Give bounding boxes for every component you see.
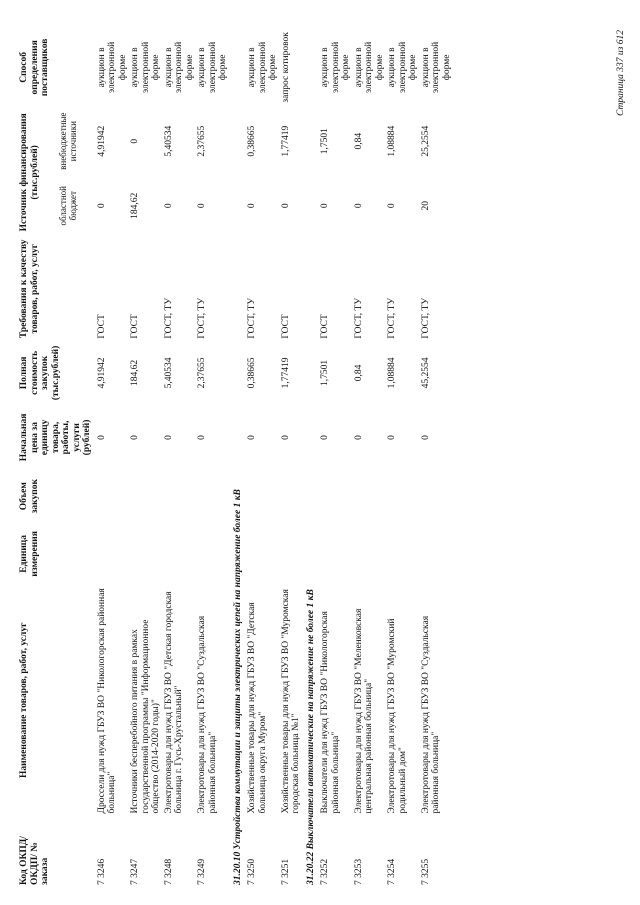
- row-volume: [319, 470, 353, 523]
- row-name: Электротовары для нужд ГБУЗ ВО "Муромский родильный дом": [387, 618, 408, 814]
- row-code: 7 3248: [163, 858, 174, 885]
- row-method: аукцион в электронной форме: [197, 41, 228, 93]
- row-method: аукцион в электронной форме: [247, 41, 278, 93]
- row-req: ГОСТ, ТУ: [387, 297, 397, 339]
- row-unit: [246, 523, 280, 585]
- row-volume: [163, 470, 197, 523]
- header-code: Код ОКПД/ ОКДП/ № заказа: [19, 836, 50, 885]
- row-total: 0,38665: [247, 357, 257, 389]
- row-req: ГОСТ, ТУ: [197, 297, 207, 339]
- header-unit: Единица измерения: [19, 531, 40, 577]
- row-unit: [96, 523, 130, 585]
- row-unit: [196, 523, 230, 585]
- header-regional: областной бюджет: [57, 186, 79, 226]
- row-price: 0: [320, 435, 330, 440]
- table-row: [129, 27, 163, 887]
- row-extra: 1,77419: [280, 125, 291, 157]
- row-price: 0: [130, 435, 140, 440]
- row-code: 7 3249: [197, 858, 207, 885]
- row-volume: [420, 470, 454, 523]
- row-unit: [319, 523, 353, 585]
- row-method: аукцион в электронной форме: [96, 41, 128, 93]
- row-price: 0: [96, 435, 107, 440]
- row-name: Электротовары для нужд ГБУЗ ВО "Меленковская центральная районная больница": [353, 608, 374, 814]
- header-extrabudget: внебюджетные источники: [57, 112, 79, 170]
- table-row: [196, 27, 230, 887]
- row-req: ГОСТ, ТУ: [420, 297, 431, 339]
- row-req: ГОСТ: [96, 314, 107, 339]
- row-regional: 0: [280, 203, 291, 209]
- table-row: [246, 27, 280, 887]
- row-unit: [386, 523, 420, 585]
- row-total: 1,08884: [387, 357, 397, 389]
- row-extra: 1,7501: [320, 128, 330, 155]
- row-extra: 0: [130, 138, 140, 144]
- row-total: 5,40534: [163, 357, 174, 389]
- row-volume: [386, 470, 420, 523]
- header-name: Наименование товаров, работ, услуг: [19, 622, 29, 778]
- row-price: 0: [163, 435, 174, 440]
- row-extra: 2,37655: [197, 125, 207, 157]
- section-heading: 31.20.22 Выключатели автоматические на напряжение не более 1 кВ: [305, 589, 316, 885]
- row-extra: 0,84: [353, 132, 364, 150]
- row-unit: [129, 523, 163, 585]
- row-volume: [353, 470, 387, 523]
- row-name: Электротовары для нужд ГБУЗ ВО "Суздальская районная больница": [420, 615, 441, 814]
- row-volume: [129, 470, 163, 523]
- row-method: аукцион в электронной форме: [353, 41, 385, 93]
- row-method: аукцион в электронной форме: [163, 41, 195, 93]
- header-volume: Объем закупок: [19, 479, 40, 514]
- row-name: Электротовары для нужд ГБУЗ ВО "Детская городская больница г. Гусь-Хрустальный": [163, 591, 184, 814]
- page-number: Страница 337 из 612: [616, 30, 626, 116]
- procurement-table: [18, 27, 453, 887]
- row-price: 0: [280, 435, 291, 440]
- row-method: аукцион в электронной форме: [130, 41, 161, 93]
- table-row: [163, 27, 197, 887]
- row-code: 7 3246: [96, 858, 107, 885]
- row-total: 2,37655: [197, 357, 207, 389]
- row-code: 7 3247: [130, 858, 140, 885]
- row-name: Электротовары для нужд ГБУЗ ВО "Суздальская районная больница": [197, 615, 218, 814]
- header-total: Полная стоимость закупок (тыс.рублей): [19, 345, 61, 401]
- header-funding: Источник финансирования (тыс.рублей): [19, 113, 40, 232]
- row-regional: 184,62: [130, 192, 140, 219]
- row-extra: 25,2554: [420, 125, 431, 157]
- table-row: [319, 27, 353, 887]
- row-regional: 0: [197, 203, 207, 209]
- row-regional: 0: [320, 203, 330, 209]
- row-unit: [280, 523, 303, 585]
- row-regional: 0: [353, 203, 364, 209]
- row-code: 7 3254: [387, 858, 397, 885]
- header-requirements: Требования к качеству товаров, работ, услуг: [19, 239, 40, 339]
- row-regional: 20: [420, 201, 431, 211]
- section-row: [230, 27, 247, 887]
- row-req: ГОСТ, ТУ: [163, 297, 174, 339]
- row-code: 7 3251: [280, 858, 291, 885]
- row-code: 7 3255: [420, 858, 431, 885]
- row-req: ГОСТ, ТУ: [353, 297, 364, 339]
- row-extra: 1,08884: [387, 125, 397, 157]
- row-unit: [420, 523, 454, 585]
- row-total: 1,7501: [320, 359, 330, 386]
- row-total: 4,91942: [96, 357, 107, 389]
- table-row: [420, 27, 454, 887]
- row-volume: [280, 470, 303, 523]
- row-volume: [246, 470, 280, 523]
- table-row: [386, 27, 420, 887]
- row-extra: 4,91942: [96, 125, 107, 157]
- section-heading: 31.20.10 Устройства коммутации и защиты электрических цепей на напряжение более 1 кВ: [232, 489, 243, 885]
- row-volume: [96, 470, 130, 523]
- row-extra: 5,40534: [163, 125, 174, 157]
- row-total: 1,77419: [280, 357, 291, 389]
- row-req: ГОСТ: [280, 314, 291, 339]
- section-row: [303, 27, 320, 887]
- row-price: 0: [420, 435, 431, 440]
- row-regional: 0: [247, 203, 257, 209]
- row-volume: [196, 470, 230, 523]
- row-req: ГОСТ, ТУ: [247, 297, 257, 339]
- row-method: аукцион в электронной форме: [387, 41, 418, 93]
- row-price: 0: [387, 435, 397, 440]
- row-price: 0: [197, 435, 207, 440]
- row-total: 184,62: [130, 359, 140, 386]
- row-method: запрос котировок: [280, 32, 291, 103]
- row-price: 0: [353, 435, 364, 440]
- row-unit: [353, 523, 387, 585]
- row-code: 7 3253: [353, 858, 364, 885]
- header-method: Способ определения поставщиков: [19, 38, 50, 97]
- row-name: Хозяйственные товары для нужд ГБУЗ ВО "Детская больница округа Муром": [247, 602, 268, 814]
- row-regional: 0: [163, 203, 174, 209]
- row-price: 0: [247, 435, 257, 440]
- row-req: ГОСТ: [130, 314, 140, 339]
- row-unit: [163, 523, 197, 585]
- row-name: Выключатели для нужд ГБУЗ ВО "Никологорская районная больница": [320, 611, 341, 814]
- row-extra: 0,38665: [247, 125, 257, 157]
- table-row: [96, 27, 130, 887]
- row-name: Дроссели для нужд ГБУЗ ВО "Никологорская районная больница": [96, 588, 117, 814]
- row-code: 7 3250: [247, 858, 257, 885]
- row-total: 0,84: [353, 364, 364, 382]
- table-row: [280, 27, 303, 887]
- row-regional: 0: [96, 203, 107, 209]
- row-name: Хозяйственные товары для нужд ГБУЗ ВО "Муромская городская больница №1": [280, 589, 301, 814]
- row-total: 45,2554: [420, 357, 431, 389]
- row-method: аукцион в электронной форме: [320, 41, 351, 93]
- table-row: [353, 27, 387, 887]
- row-name: Источники бесперебойного питания в рамках государственной программы "Информационное общество (2014-2020 годы)": [130, 619, 161, 814]
- row-regional: 0: [387, 203, 397, 209]
- table-header-row: [18, 27, 57, 887]
- header-price: Начальная цена за единицу товара, работы, услуги (рублей): [19, 413, 92, 462]
- row-req: ГОСТ: [320, 314, 330, 339]
- row-code: 7 3252: [320, 858, 330, 885]
- row-method: аукцион в электронной форме: [420, 41, 452, 93]
